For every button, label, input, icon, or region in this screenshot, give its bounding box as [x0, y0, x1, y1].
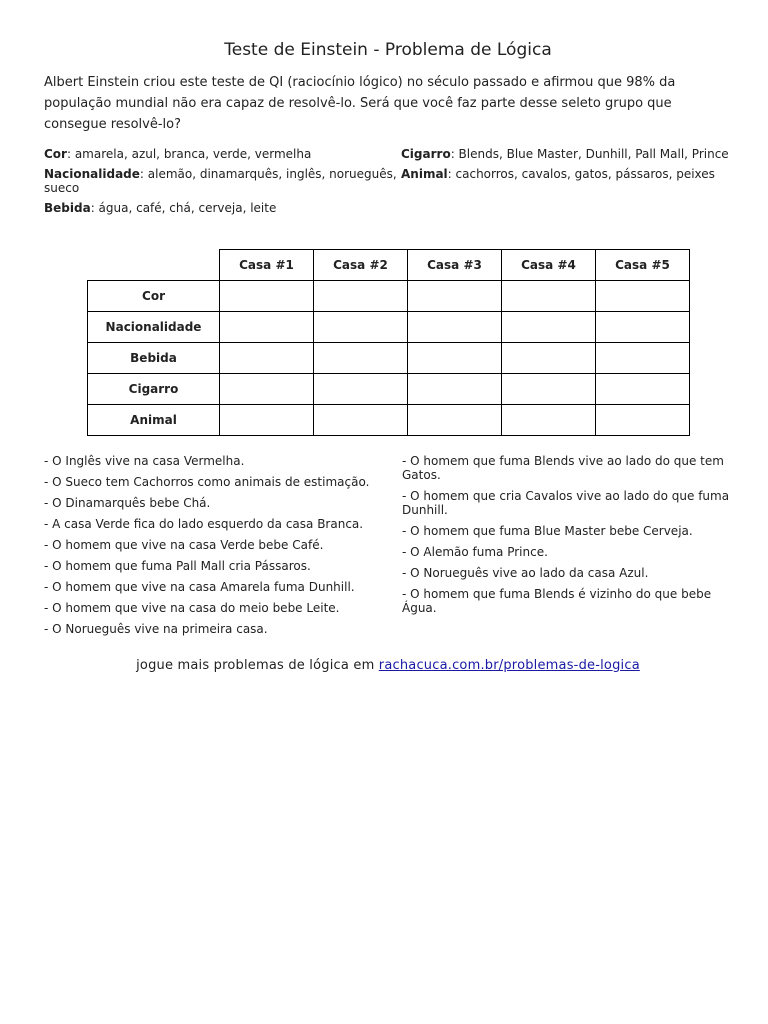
document-page — [44, 40, 732, 673]
clue-item: - O Inglês vive na casa Vermelha. — [44, 454, 245, 468]
clue-item: - A casa Verde fica do lado esquerdo da casa Branca. — [44, 517, 364, 531]
grid-row-header: Cor — [88, 281, 220, 312]
grid-row-cigarro — [88, 374, 690, 405]
grid-cell[interactable] — [220, 405, 314, 436]
grid-cell[interactable] — [502, 374, 596, 405]
grid-cell[interactable] — [596, 374, 690, 405]
grid-cell[interactable] — [220, 281, 314, 312]
category-nacionalidade: Nacionalidade: alemão, dinamarquês, inglês, norueguês, sueco — [44, 167, 397, 195]
grid-column-header: Casa #2 — [314, 250, 408, 281]
grid-row-nacionalidade — [88, 312, 690, 343]
page-title: Teste de Einstein - Problema de Lógica — [224, 40, 552, 60]
clue-item: - O homem que vive na casa do meio bebe Leite. — [44, 601, 340, 615]
grid-row-animal — [88, 405, 690, 436]
clues — [44, 454, 732, 643]
grid-cell[interactable] — [502, 281, 596, 312]
grid-cell[interactable] — [502, 312, 596, 343]
clue-item: - O Alemão fuma Prince. — [402, 545, 548, 559]
grid-row-cor — [88, 281, 690, 312]
grid-cell[interactable] — [596, 343, 690, 374]
grid-cell[interactable] — [314, 312, 408, 343]
clue-item: - O Dinamarquês bebe Chá. — [44, 496, 211, 510]
grid-cell[interactable] — [314, 281, 408, 312]
grid-cell[interactable] — [314, 343, 408, 374]
grid-cell[interactable] — [408, 374, 502, 405]
clue-item: - O homem que vive na casa Amarela fuma Dunhill. — [44, 580, 355, 594]
logic-grid — [87, 249, 690, 436]
grid-cell[interactable] — [596, 281, 690, 312]
grid-column-header: Casa #5 — [596, 250, 690, 281]
clue-item: - O homem que vive na casa Verde bebe Café. — [44, 538, 324, 552]
grid-cell[interactable] — [314, 374, 408, 405]
footer-link[interactable]: rachacuca.com.br/problemas-de-logica — [378, 658, 640, 673]
grid-cell[interactable] — [314, 405, 408, 436]
grid-cell[interactable] — [220, 312, 314, 343]
grid-column-header: Casa #3 — [408, 250, 502, 281]
clues-right-column — [402, 454, 732, 643]
categories — [44, 147, 732, 221]
grid-cell[interactable] — [502, 405, 596, 436]
clue-item: - O Sueco tem Cachorros como animais de estimação. — [44, 475, 370, 489]
grid-column-header: Casa #1 — [220, 250, 314, 281]
clue-item: - O homem que fuma Blends vive ao lado do que tem Gatos. — [402, 454, 724, 482]
grid-cell[interactable] — [220, 343, 314, 374]
grid-cell[interactable] — [220, 374, 314, 405]
grid-cell[interactable] — [408, 343, 502, 374]
clue-item: - O homem que fuma Pall Mall cria Pássaros. — [44, 559, 311, 573]
grid-cell[interactable] — [502, 343, 596, 374]
category-cor: Cor: amarela, azul, branca, verde, vermelha — [44, 147, 312, 161]
footer-text: jogue mais problemas de lógica em — [136, 658, 379, 673]
clue-item: - O homem que fuma Blue Master bebe Cerveja. — [402, 524, 693, 538]
grid-cell[interactable] — [408, 405, 502, 436]
intro-paragraph: Albert Einstein criou este teste de QI (raciocínio lógico) no século passado e afirmou que 98% da população mundial não era capaz de resolvê-lo. Será que você faz parte desse seleto grupo que consegue resolvê-lo? — [44, 75, 676, 132]
grid-header-row — [88, 250, 690, 281]
grid-cell[interactable] — [596, 312, 690, 343]
grid-row-header: Nacionalidade — [88, 312, 220, 343]
grid-cell[interactable] — [596, 405, 690, 436]
grid-corner — [88, 250, 220, 281]
clue-item: - O homem que cria Cavalos vive ao lado do que fuma Dunhill. — [402, 489, 730, 517]
clue-item: - O Norueguês vive ao lado da casa Azul. — [402, 566, 649, 580]
footer — [44, 658, 732, 673]
category-bebida: Bebida: água, café, chá, cerveja, leite — [44, 201, 277, 215]
grid-cell[interactable] — [408, 281, 502, 312]
clue-item: - O homem que fuma Blends é vizinho do que bebe Água. — [402, 587, 712, 615]
grid-row-header: Animal — [88, 405, 220, 436]
clues-left-column — [44, 454, 402, 643]
category-cigarro: Cigarro: Blends, Blue Master, Dunhill, Pall Mall, Prince — [401, 147, 729, 161]
grid-row-header: Bebida — [88, 343, 220, 374]
grid-column-header: Casa #4 — [502, 250, 596, 281]
clue-item: - O Norueguês vive na primeira casa. — [44, 622, 268, 636]
grid-row-bebida — [88, 343, 690, 374]
grid-row-header: Cigarro — [88, 374, 220, 405]
grid-cell[interactable] — [408, 312, 502, 343]
category-animal: Animal: cachorros, cavalos, gatos, pássaros, peixes — [401, 167, 715, 181]
